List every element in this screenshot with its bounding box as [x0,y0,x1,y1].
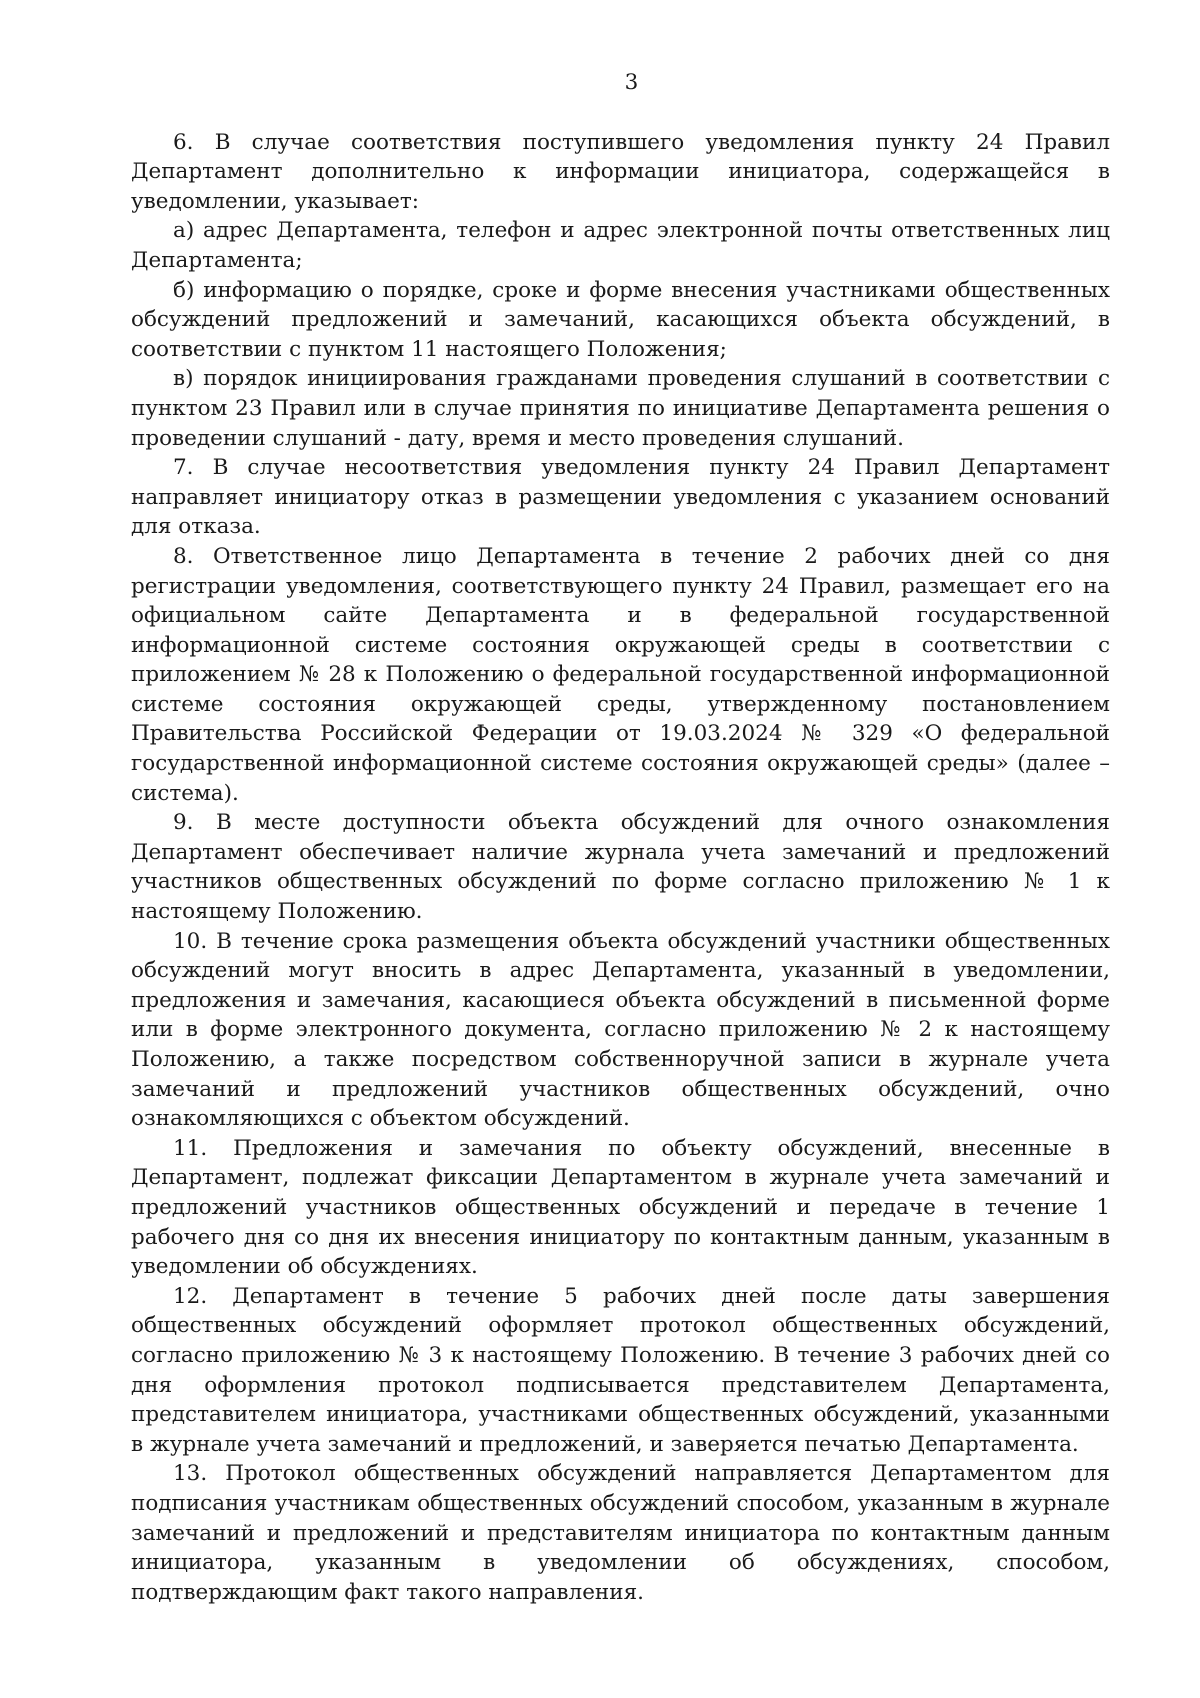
paragraph-6c: в) порядок инициирования гражданами проведения слушаний в соответствии с пунктом 23 Правил или в случае принятия по инициативе Департамента решения о проведении слушаний - дату, время и место проведения слушаний. [131,366,1110,451]
paragraph-11: 11. Предложения и замечания по объекту обсуждений, внесенные в Департамент, подлежат фиксации Департаментом в журнале учета замечаний и предложений участников общественных обсуждений и передаче в течение 1 рабочего дня со дня их внесения инициатору по контактным данным, указанным в уведомлении об обсуждениях. [131,1135,1110,1280]
paragraph-12: 12. Департамент в течение 5 рабочих дней после даты завершения общественных обсуждений оформляет протокол общественных обсуждений, согласно приложению № 3 к настоящему Положению. В течение 3 рабочих дней со дня оформления протокол подписывается представителем Департамента, представителем инициатора, участниками общественных обсуждений, указанными в журнале учета замечаний и предложений, и заверяется печатью Департамента. [131,1283,1110,1457]
paragraph-6: 6. В случае соответствия поступившего уведомления пункту 24 Правил Департамент дополнительно к информации инициатора, содержащейся в уведомлении, указывает: [131,129,1110,214]
paragraph-9: 9. В месте доступности объекта обсуждений для очного ознакомления Департамент обеспечивает наличие журнала учета замечаний и предложений участников общественных обсуждений по форме согласно приложению № 1 к настоящему Положению. [131,810,1110,925]
paragraph-7: 7. В случае несоответствия уведомления пункту 24 Правил Департамент направляет инициатору отказ в размещении уведомления с указанием оснований для отказа. [131,455,1110,540]
page-number: 3 [624,70,639,95]
paragraph-10: 10. В течение срока размещения объекта обсуждений участники общественных обсуждений могут вносить в адрес Департамента, указанный в уведомлении, предложения и замечания, касающиеся объекта обсуждений в письменной форме или в форме электронного документа, согласно приложению № 2 к настоящему Положению, а также посредством собственноручной записи в журнале учета замечаний и предложений участников общественных обсуждений, очно ознакомляющихся с объектом обсуждений. [131,928,1110,1132]
paragraph-8: 8. Ответственное лицо Департамента в течение 2 рабочих дней со дня регистрации уведомления, соответствующего пункту 24 Правил, размещает его на официальном сайте Департамента и в федеральной государственной информационной системе состояния окружающей среды в соответствии с приложением № 28 к Положению о федеральной государственной информационной системе состояния окружающей среды, утвержденному постановлением Правительства Российской Федерации от 19.03.2024 № 329 «О федеральной государственной информационной системе состояния окружающей среды» (далее – система). [131,543,1110,806]
paragraph-13: 13. Протокол общественных обсуждений направляется Департаментом для подписания участникам общественных обсуждений способом, указанным в журнале замечаний и предложений и представителям инициатора по контактным данным инициатора, указанным в уведомлении об обсуждениях, способом, подтверждающим факт такого направления. [131,1461,1110,1605]
paragraph-6b: б) информацию о порядке, сроке и форме внесения участниками общественных обсуждений предложений и замечаний, касающихся объекта обсуждений, в соответствии с пунктом 11 настоящего Положения; [131,277,1110,362]
paragraph-6a: а) адрес Департамента, телефон и адрес электронной почты ответственных лиц Департамента; [131,218,1110,273]
